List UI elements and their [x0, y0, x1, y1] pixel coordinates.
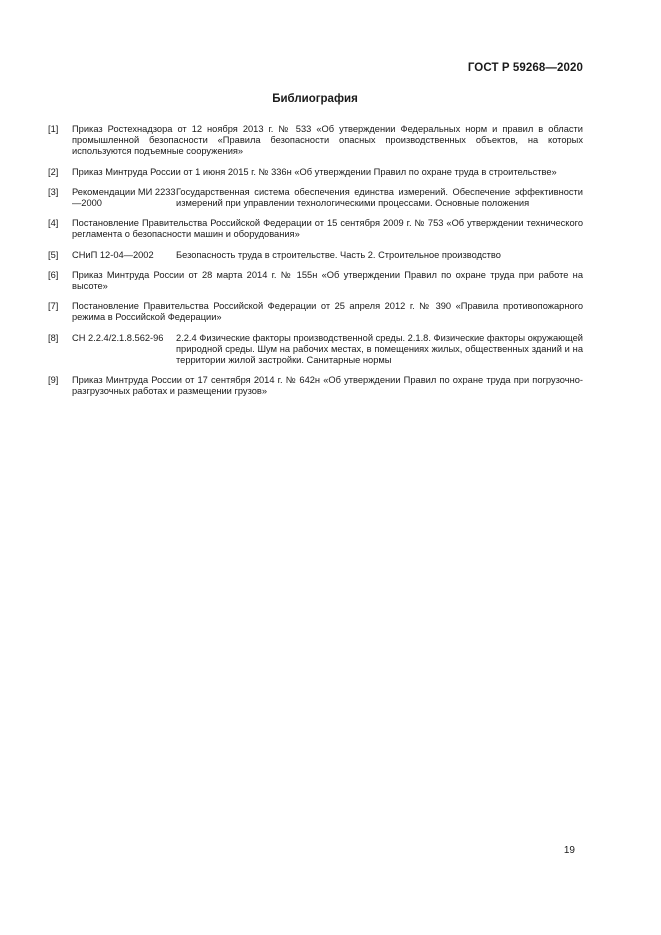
- reference-number: [6]: [48, 269, 59, 280]
- reference-text: Постановление Правительства Российской Федерации от 25 апреля 2012 г. № 390 «Правила противопожарного режима в Российской Федерации»: [72, 301, 583, 323]
- reference-number: [7]: [48, 301, 59, 312]
- reference-number: [4]: [48, 218, 59, 229]
- reference-item: [48, 124, 583, 158]
- bibliography-title: Библиография: [272, 93, 358, 105]
- reference-item: [48, 270, 583, 292]
- reference-number: [1]: [48, 124, 59, 134]
- reference-item: [48, 301, 583, 323]
- reference-list: [48, 124, 583, 407]
- reference-item: [48, 218, 583, 240]
- reference-number: [9]: [48, 375, 59, 386]
- reference-number: [2]: [48, 166, 59, 177]
- reference-number: [3]: [48, 186, 59, 197]
- reference-text: Приказ Минтруда России от 28 марта 2014 г. № 155н «Об утверждении Правил по охране труда при работе на высоте»: [72, 269, 583, 292]
- reference-code: СНиП 12-04—2002: [72, 249, 154, 260]
- reference-text: Постановление Правительства Российской Федерации от 15 сентября 2009 г. № 753 «Об утверждении технического регламента о безопасности машин и оборудования»: [72, 218, 583, 240]
- reference-item: [48, 187, 583, 209]
- reference-item: [48, 375, 583, 397]
- reference-text: Приказ Минтруда России от 1 июня 2015 г. № 336н «Об утверждении Правил по охране труда в строительстве»: [72, 166, 557, 177]
- page-number: 19: [563, 845, 575, 856]
- reference-text: Безопасность труда в строительстве. Часть 2. Строительное производство: [176, 249, 501, 260]
- reference-code: СН 2.2.4/2.1.8.562-96: [72, 332, 164, 343]
- reference-text: Приказ Минтруда России от 17 сентября 2014 г. № 642н «Об утверждении Правил по охране труда при погрузочно-разгрузочных работах и размещении грузов»: [72, 375, 583, 397]
- reference-code: Рекомендации МИ 2233—2000: [72, 186, 176, 209]
- reference-item: [48, 250, 583, 261]
- reference-item: [48, 333, 583, 367]
- document-header-code: ГОСТ Р 59268—2020: [467, 62, 583, 74]
- reference-number: [5]: [48, 249, 59, 260]
- reference-item: [48, 167, 583, 178]
- reference-number: [8]: [48, 332, 59, 343]
- reference-text: 2.2.4 Физические факторы производственной среды. 2.1.8. Физические факторы окружающей природной среды. Шум на рабочих местах, в помещениях жилых, общественных зданий и на территории жилой застройки. Санитарные нормы: [176, 332, 583, 366]
- reference-text: Приказ Ростехнадзора от 12 ноября 2013 г. № 533 «Об утверждении Федеральных норм и правил в области промышленной безопасности «Правила безопасности опасных производственных объектов, на которых используются подъемные сооружения»: [72, 124, 583, 157]
- reference-text: Государственная система обеспечения единства измерений. Обеспечение эффективности измерений при управлении технологическими процессами. Основные положения: [176, 186, 583, 209]
